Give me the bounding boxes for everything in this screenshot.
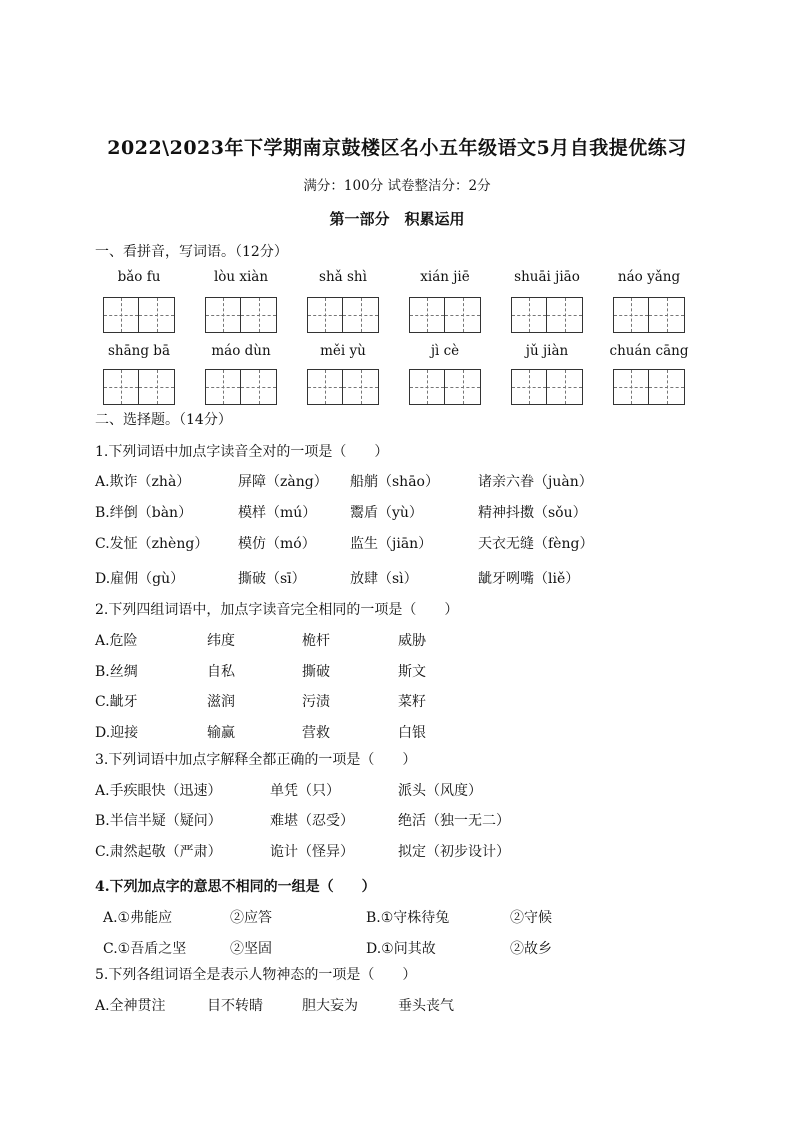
q3-option-c-1: C.肃然起敬（严肃） [95,844,222,860]
q1-option-a-1: A.欺诈（zhà） [95,474,191,490]
q1-stem: 1.下列词语中加点字读音全对的一项是（ ） [95,444,389,460]
q1-option-a-2: 屏障（zàng） [238,474,328,490]
score-info: 满分：100分 试卷整洁分：2分 [303,178,491,194]
pinyin-label: náo yǎng [617,269,681,285]
section2-heading: 二、选择题。（14分） [95,412,232,428]
q1-option-b-3: 鬻盾（yù） [350,505,423,521]
q2-option-a-2: 纬度 [207,633,235,649]
q1-option-c-4: 天衣无缝（fèng） [478,536,594,552]
pinyin-label: chuán cāng [609,343,689,359]
q2-stem: 2.下列四组词语中，加点字读音完全相同的一项是（ ） [95,602,459,618]
page-title: 2022\2023年下学期南京鼓楼区名小五年级语文5月自我提优练习 [107,137,687,159]
q2-option-c-2: 滋润 [207,694,235,710]
answer-writing-box[interactable] [103,369,175,405]
answer-writing-box[interactable] [307,297,379,333]
tian-grid-cell [445,370,480,404]
q4-option-a-2: ②应答 [230,910,272,926]
tian-grid-cell [614,370,649,404]
q1-option-b-2: 模样（mú） [238,505,317,521]
q2-option-b-2: 自私 [207,664,235,680]
q4-option-b-2: ②守候 [510,910,552,926]
q3-option-b-3: 绝活（独一无二） [398,813,510,829]
q4-option-c-1: C.①吾盾之坚 [103,941,187,957]
q1-option-a-4: 诸亲六眷（juàn） [478,474,593,490]
q2-option-d-1: D.迎接 [95,725,139,741]
q2-option-d-3: 营救 [302,725,330,741]
q2-option-b-4: 斯文 [398,664,426,680]
q3-option-a-1: A.手疾眼快（迅速） [95,783,222,799]
q3-option-b-1: B.半信半疑（疑问） [95,813,222,829]
q1-option-d-1: D.雇佣（gù） [95,571,185,587]
tian-grid-cell [139,298,174,332]
pinyin-label: bǎo fu [117,269,161,285]
tian-grid-cell [104,298,139,332]
tian-grid-cell [649,298,684,332]
q1-option-c-2: 模仿（mó） [238,536,316,552]
tian-grid-cell [241,370,276,404]
answer-writing-box[interactable] [613,369,685,405]
pinyin-label: shǎ shì [319,269,367,285]
q2-option-b-1: B.丝绸 [95,664,138,680]
q3-option-c-3: 拟定（初步设计） [398,844,510,860]
q1-option-a-3: 船艄（shāo） [350,474,439,490]
q2-option-b-3: 撕破 [302,664,330,680]
tian-grid-cell [206,370,241,404]
q3-option-c-2: 诡计（怪异） [270,844,354,860]
tian-grid-cell [512,370,547,404]
q2-option-c-3: 污渍 [302,694,330,710]
pinyin-label: jì cè [430,343,460,359]
pinyin-label: shāng bā [108,343,170,359]
q1-option-b-1: B.绊倒（bàn） [95,505,193,521]
q5-option-a-2: 目不转睛 [207,998,263,1014]
q1-option-b-4: 精神抖擞（sǒu） [478,505,587,521]
tian-grid-cell [410,370,445,404]
q3-option-a-2: 单凭（只） [270,783,340,799]
q4-option-b-1: B.①守株待兔 [366,910,450,926]
tian-grid-cell [104,370,139,404]
q4-stem: 4.下列加点字的意思不相同的一组是（ ） [95,879,376,895]
q4-option-d-2: ②故乡 [510,941,552,957]
tian-grid-cell [308,298,343,332]
q5-stem: 5.下列各组词语全是表示人物神态的一项是（ ） [95,967,417,983]
answer-writing-box[interactable] [511,369,583,405]
tian-grid-cell [512,298,547,332]
q1-option-c-3: 监生（jiān） [350,536,433,552]
answer-writing-box[interactable] [511,297,583,333]
pinyin-label: máo dùn [211,343,271,359]
q2-option-c-4: 菜籽 [398,694,426,710]
pinyin-label: lòu xiàn [213,269,269,285]
q4-option-a-1: A.①弗能应 [103,910,173,926]
q5-option-a-1: A.全神贯注 [95,998,166,1014]
tian-grid-cell [410,298,445,332]
tian-grid-cell [343,298,378,332]
tian-grid-cell [445,298,480,332]
answer-writing-box[interactable] [205,297,277,333]
q4-option-d-1: D.①问其故 [366,941,436,957]
pinyin-label: měi yù [320,343,366,359]
pinyin-label: shuāi jiāo [514,269,580,285]
pinyin-label: jǔ jiàn [525,343,569,359]
tian-grid-cell [614,298,649,332]
q1-option-d-3: 放肆（sì） [350,571,418,587]
q1-option-d-2: 撕破（sī） [238,571,306,587]
pinyin-label: xián jiē [420,269,470,285]
q2-option-a-4: 威胁 [398,633,426,649]
section1-heading: 一、看拼音，写词语。（12分） [95,244,288,260]
tian-grid-cell [547,370,582,404]
answer-writing-box[interactable] [103,297,175,333]
tian-grid-cell [139,370,174,404]
answer-writing-box[interactable] [613,297,685,333]
q1-option-c-1: C.发怔（zhèng） [95,536,209,552]
part-heading: 第一部分 积累运用 [329,210,465,228]
q1-option-d-4: 龇牙咧嘴（liě） [478,571,580,587]
q5-option-a-4: 垂头丧气 [398,998,454,1014]
tian-grid-cell [343,370,378,404]
tian-grid-cell [206,298,241,332]
q2-option-d-4: 白银 [398,725,426,741]
answer-writing-box[interactable] [409,297,481,333]
tian-grid-cell [547,298,582,332]
q2-option-d-2: 输赢 [207,725,235,741]
q4-option-c-2: ②坚固 [230,941,272,957]
tian-grid-cell [649,370,684,404]
q2-option-a-1: A.危险 [95,633,138,649]
q3-option-a-3: 派头（风度） [398,783,482,799]
tian-grid-cell [241,298,276,332]
tian-grid-cell [308,370,343,404]
q3-stem: 3.下列词语中加点字解释全都正确的一项是（ ） [95,752,417,768]
q2-option-a-3: 桅杆 [302,633,330,649]
answer-writing-box[interactable] [409,369,481,405]
q3-option-b-2: 难堪（忍受） [270,813,354,829]
answer-writing-box[interactable] [307,369,379,405]
answer-writing-box[interactable] [205,369,277,405]
q5-option-a-3: 胆大妄为 [302,998,358,1014]
q2-option-c-1: C.龇牙 [95,694,138,710]
